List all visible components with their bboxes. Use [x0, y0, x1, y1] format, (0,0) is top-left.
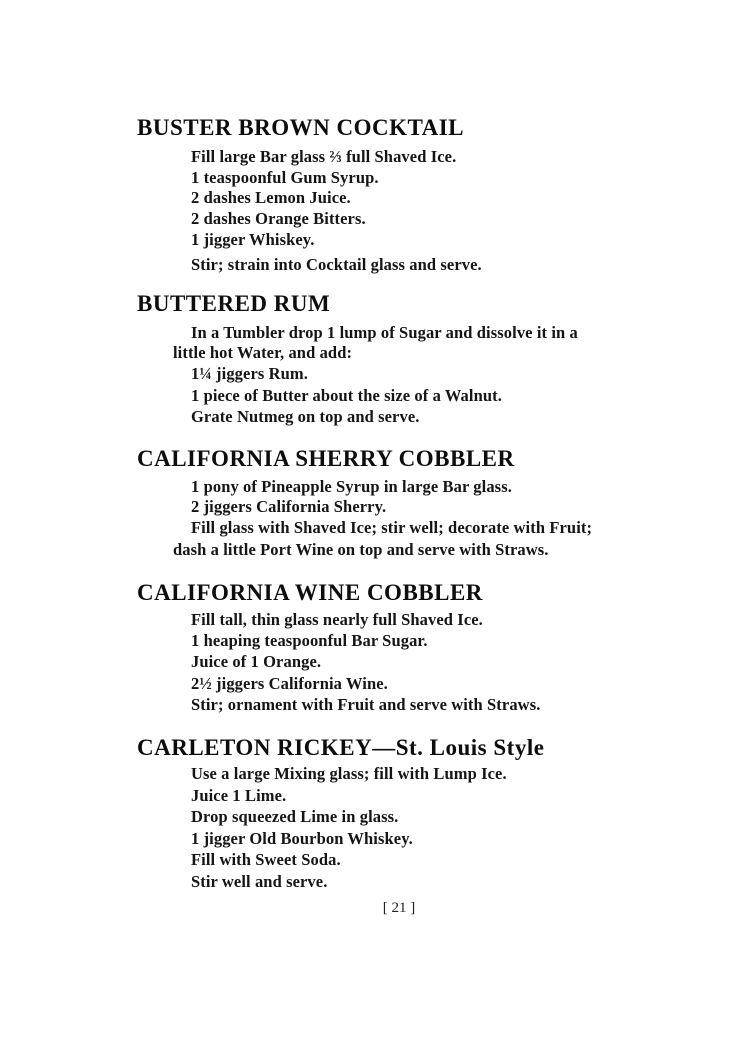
recipe-title: BUSTER BROWN COCKTAIL	[137, 115, 465, 140]
recipe-line: 2 jiggers California Sherry.	[191, 497, 387, 516]
recipe-line: Stir; ornament with Fruit and serve with Straws.	[191, 695, 541, 714]
recipe-title: BUTTERED RUM	[137, 291, 331, 316]
recipe-line: Juice of 1 Orange.	[191, 652, 322, 671]
recipe-line: Drop squeezed Lime in glass.	[191, 807, 399, 826]
recipe-line: In a Tumbler drop 1 lump of Sugar and dissolve it in a	[191, 323, 578, 342]
recipe-title: CALIFORNIA WINE COBBLER	[137, 580, 483, 605]
recipe-line: 1 teaspoonful Gum Syrup.	[191, 168, 379, 187]
recipe-line: Stir; strain into Cocktail glass and serve.	[191, 255, 482, 274]
recipe-line: Fill glass with Shaved Ice; stir well; decorate with Fruit;	[191, 518, 593, 537]
recipe-title: CALIFORNIA SHERRY COBBLER	[137, 446, 515, 471]
recipe-line: 1¼ jiggers Rum.	[191, 364, 308, 383]
recipe-line: 1 jigger Old Bourbon Whiskey.	[191, 829, 413, 848]
recipe-line: 1 piece of Butter about the size of a Walnut.	[191, 386, 502, 405]
recipe-line: 2 dashes Orange Bitters.	[191, 209, 366, 228]
recipe-title: CARLETON RICKEY—St. Louis Style	[137, 735, 545, 760]
recipe-line: Fill tall, thin glass nearly full Shaved Ice.	[191, 610, 483, 629]
recipe-line: Use a large Mixing glass; fill with Lump Ice.	[191, 764, 507, 783]
recipe-line: 1 heaping teaspoonful Bar Sugar.	[191, 631, 428, 650]
recipe-line: Fill with Sweet Soda.	[191, 850, 341, 869]
recipe-line: 2½ jiggers California Wine.	[191, 674, 388, 693]
recipe-line: little hot Water, and add:	[173, 343, 353, 362]
recipe-line: Juice 1 Lime.	[191, 786, 287, 805]
recipe-line: 1 jigger Whiskey.	[191, 230, 315, 249]
recipe-line: Grate Nutmeg on top and serve.	[191, 407, 420, 426]
recipe-line: Fill large Bar glass ⅔ full Shaved Ice.	[191, 147, 457, 166]
recipe-line: dash a little Port Wine on top and serve with Straws.	[173, 540, 549, 559]
recipe-line: 2 dashes Lemon Juice.	[191, 188, 351, 207]
recipe-line: Stir well and serve.	[191, 872, 328, 891]
page-number: [ 21 ]	[382, 900, 416, 916]
recipe-line: 1 pony of Pineapple Syrup in large Bar glass.	[191, 477, 512, 496]
